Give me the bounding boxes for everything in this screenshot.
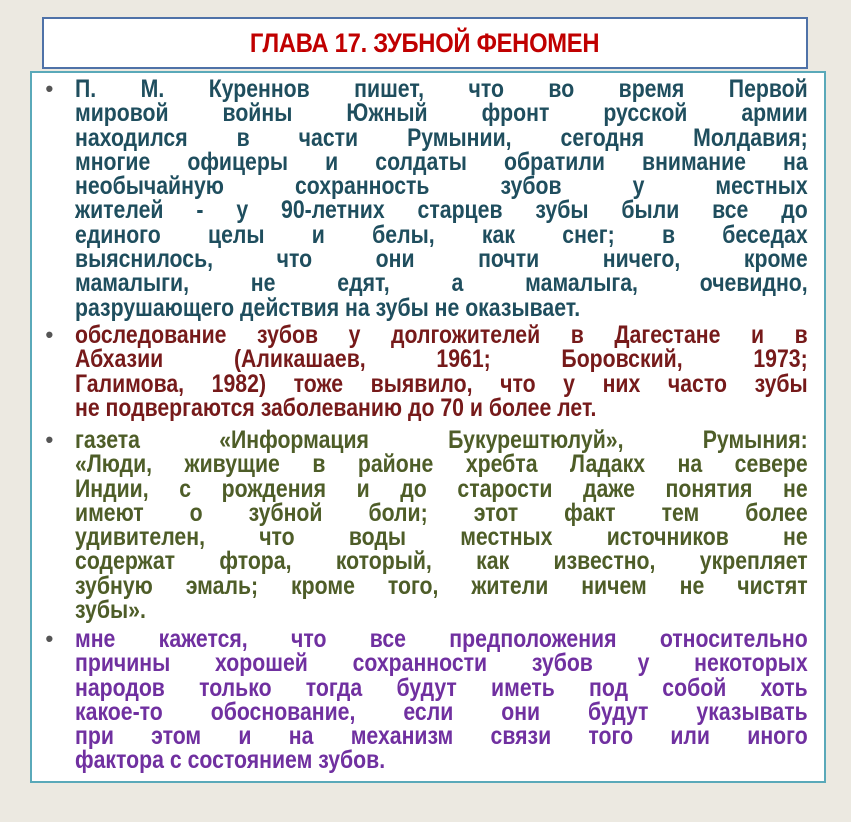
- text-line: зубную эмаль; кроме того, жители ничем не чистят: [75, 571, 808, 600]
- text-line: не подвергаются заболеванию до 70 и более лет.: [75, 393, 597, 422]
- bullet-icon: •: [45, 76, 54, 101]
- bullet-icon: •: [45, 626, 54, 651]
- text-line: причины хорошей сохранности зубов у некоторых: [75, 649, 808, 678]
- slide-title: ГЛАВА 17. ЗУБНОЙ ФЕНОМЕН: [250, 27, 600, 58]
- text-line: необычайную сохранность зубов у местных: [75, 172, 808, 201]
- text-line: Галимова, 1982) тоже выявило, что у них часто зубы: [75, 369, 808, 398]
- text-line: жителей - у 90-летних старцев зубы были все до: [75, 196, 808, 225]
- bullet-paragraph-3: [45, 426, 808, 625]
- text-line: зубы».: [75, 596, 146, 625]
- text-line: Индии, с рождения и до старости даже понятия не: [75, 474, 808, 503]
- text-line: газета «Информация Букурештюлуй», Румыния:: [75, 426, 808, 454]
- text-line: имеют о зубной боли; этот факт тем более: [75, 498, 808, 527]
- bullet-icon: •: [45, 322, 54, 347]
- title-box: [42, 17, 808, 69]
- text-line: обследование зубов у долгожителей в Дагестане и в: [75, 321, 808, 349]
- text-line: народов только тогда будут иметь под собой хоть: [75, 673, 808, 702]
- bullet-icon: •: [45, 427, 54, 452]
- text-line: мне кажется, что все предположения относительно: [75, 625, 808, 653]
- text-line: какое-то обоснование, если они будут указывать: [75, 697, 808, 726]
- text-line: Абхазии (Аликашаев, 1961; Боровский, 1973;: [75, 345, 808, 374]
- text-line: разрушающего действия на зубы не оказывает.: [75, 293, 581, 322]
- text-line: мамалыги, не едят, а мамалыга, очевидно,: [75, 269, 808, 298]
- text-line: удивителен, что воды местных источников не: [75, 523, 808, 552]
- bullet-paragraph-2: [45, 321, 808, 422]
- text-line: П. М. Куреннов пишет, что во время Первой: [75, 75, 808, 103]
- bullet-paragraph-4: [45, 625, 808, 775]
- text-line: мировой войны Южный фронт русской армии: [75, 99, 808, 128]
- content-box: [30, 71, 826, 783]
- text-line: при этом и на механизм связи того или иного: [75, 722, 808, 751]
- text-line: единого целы и белы, как снег; в беседах: [75, 220, 808, 249]
- text-line: содержат фтора, который, как известно, укрепляет: [75, 547, 808, 576]
- text-line: находился в части Румынии, сегодня Молдавия;: [75, 123, 808, 152]
- text-line: фактора с состоянием зубов.: [75, 746, 386, 775]
- text-line: выяснилось, что они почти ничего, кроме: [75, 245, 808, 274]
- text-line: многие офицеры и солдаты обратили внимание на: [75, 147, 808, 176]
- text-line: «Люди, живущие в районе хребта Ладакх на севере: [75, 450, 808, 479]
- bullet-paragraph-1: [45, 75, 808, 322]
